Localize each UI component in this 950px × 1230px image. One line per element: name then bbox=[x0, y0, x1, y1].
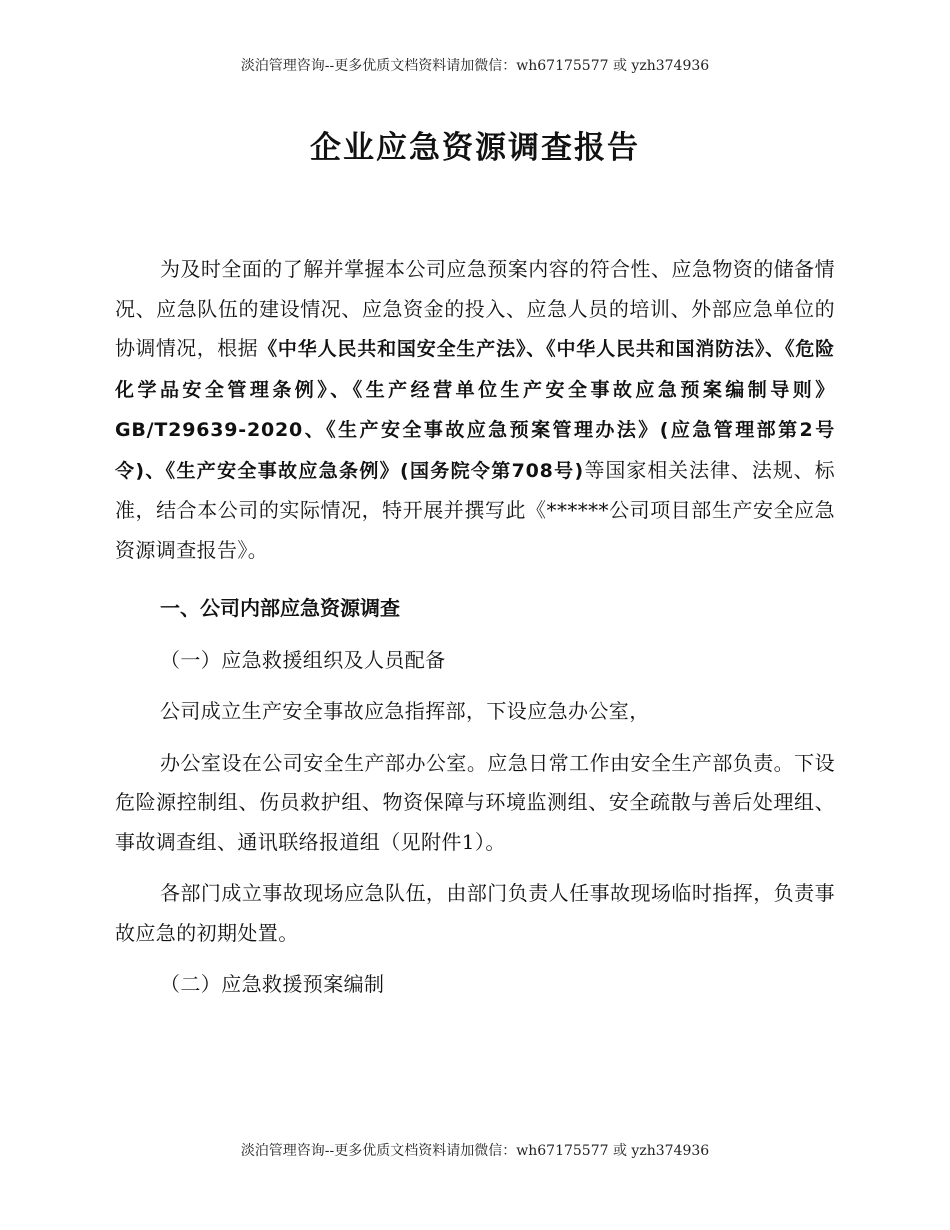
paragraph-office-duties: 办公室设在公司安全生产部办公室。应急日常工作由安全生产部负责。下设危险源控制组、伤员救护组、物资保障与环境监测组、安全疏散与善后处理组、事故调查组、通讯联络报道组（见附件1）。 bbox=[115, 750, 835, 854]
intro-paragraph bbox=[115, 250, 835, 570]
document-title: 企业应急资源调查报告 bbox=[310, 130, 640, 166]
intro-law-references: 《中华人民共和国安全生产法》、《中华人民共和国消防法》、《危险化学品安全管理条例》、《生产经营单位生产安全事故应急预案编制导则》GB/T29639-2020、《生产安全事故应急预案管理办法》(应急管理部第2号令)、《生产安全事故应急条例》(国务院令第708号) bbox=[115, 338, 835, 482]
page-header-note: 淡泊管理咨询--更多优质文档资料请加微信：wh67175577 或 yzh374936 bbox=[240, 58, 710, 74]
page-footer-note: 淡泊管理咨询--更多优质文档资料请加微信：wh67175577 或 yzh374936 bbox=[240, 1143, 710, 1159]
intro-text-end: 等国家相关法律、法规、标准，结合本公司的实际情况，特开展并撰写此《******公司项目部生产安全应急资源调查报告》。 bbox=[115, 457, 835, 562]
subsection-heading-plan-compilation: （二）应急救援预案编制 bbox=[160, 972, 385, 996]
document-body bbox=[115, 250, 835, 1005]
subsection-heading-organization: （一）应急救援组织及人员配备 bbox=[160, 647, 446, 672]
paragraph-department-teams: 各部门成立事故现场应急队伍，由部门负责人任事故现场临时指挥，负责事故应急的初期处置。 bbox=[115, 881, 835, 945]
intro-text-start: 为及时全面的了解并掌握本公司应急预案内容的符合性、应急物资的储备情况、应急队伍的建设情况、应急资金的投入、应急人员的培训、外部应急单位的协调情况，根据 bbox=[115, 257, 835, 360]
section-heading-internal-resources: 一、公司内部应急资源调查 bbox=[160, 596, 400, 620]
paragraph-command-center: 公司成立生产安全事故应急指挥部，下设应急办公室， bbox=[160, 699, 650, 723]
